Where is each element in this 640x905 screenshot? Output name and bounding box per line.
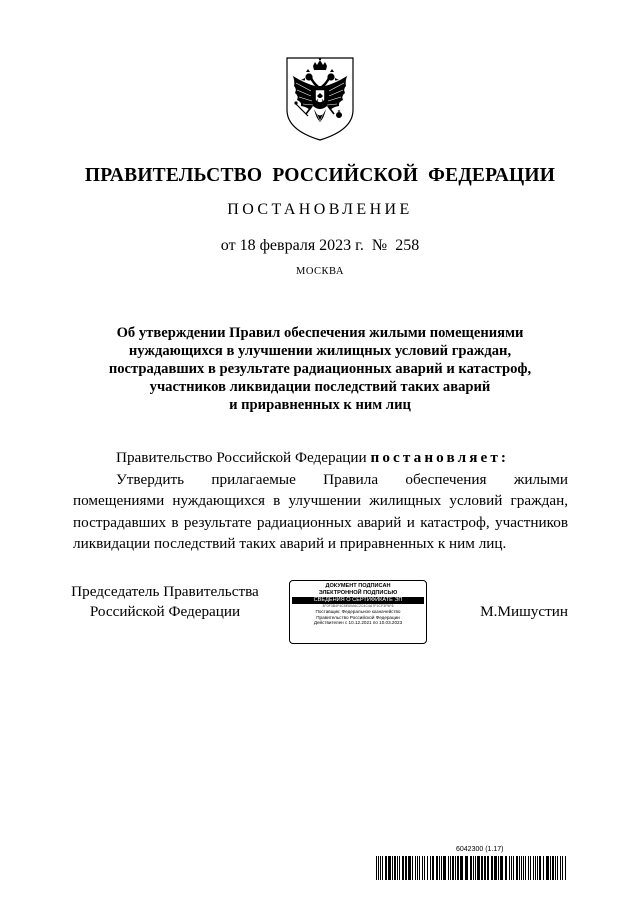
document-date-number: от 18 февраля 2023 г. № 258 [220,237,420,254]
stamp-serial: 3F0F3B4F4C5E60A6C2C4C4A7F1CF3F5F6 [322,604,394,609]
stamp-issuer: Поставщик: Федеральное казначейство [315,609,401,615]
barcode-label: 6042300 (1.17) [456,846,504,853]
heading-line: Об утверждении Правил обеспечения жилыми помещениями [116,325,524,341]
stamp-certificate-header: СВЕДЕНИЯ О СЕРТИФИКАТЕ ЭП [292,597,424,604]
preamble-paragraph [73,447,568,469]
document-body [73,447,568,555]
signer-position-line: Председатель Правительства [71,583,259,600]
heading-line: и приравненных к ним лиц [229,397,411,413]
signer-position-line: Российской Федерации [89,603,241,620]
electronic-signature-stamp [289,580,427,644]
signer-name: М.Мишустин [480,603,568,620]
document-type: ПОСТАНОВЛЕНИЕ [227,201,413,218]
document-heading [80,324,560,414]
resolves-word: постановляет: [370,449,510,466]
signer-position [60,582,270,622]
stamp-title-line: ЭЛЕКТРОННОЙ ПОДПИСЬЮ [318,589,398,596]
stamp-validity: Действителен с 10.12.2021 по 10.03.2023 [313,620,403,626]
heading-line: нуждающихся в улучшении жилищных условий граждан, [128,343,512,359]
stamp-title-line: ДОКУМЕНТ ПОДПИСАН [325,583,391,589]
russian-coat-of-arms-icon [284,56,356,142]
decree-paragraph: Утвердить прилагаемые Правила обеспечения жилыми помещениями нуждающихся в улучшении жилищных условий граждан, пострадавших в результате радиационных аварий и катастроф, участников ликвидации последствий таких аварий и приравненных к ним лиц. [73,470,568,552]
document-city: МОСКВА [296,266,344,277]
heading-line: пострадавших в результате радиационных аварий и катастроф, [108,361,532,377]
preamble-text: Правительство Российской Федерации [116,449,371,466]
government-title: ПРАВИТЕЛЬСТВО РОССИЙСКОЙ ФЕДЕРАЦИИ [84,165,556,186]
stamp-owner: Правительство Российской Федерации [316,614,400,620]
heading-line: участников ликвидации последствий таких аварий [149,379,491,395]
barcode-icon [376,856,568,880]
